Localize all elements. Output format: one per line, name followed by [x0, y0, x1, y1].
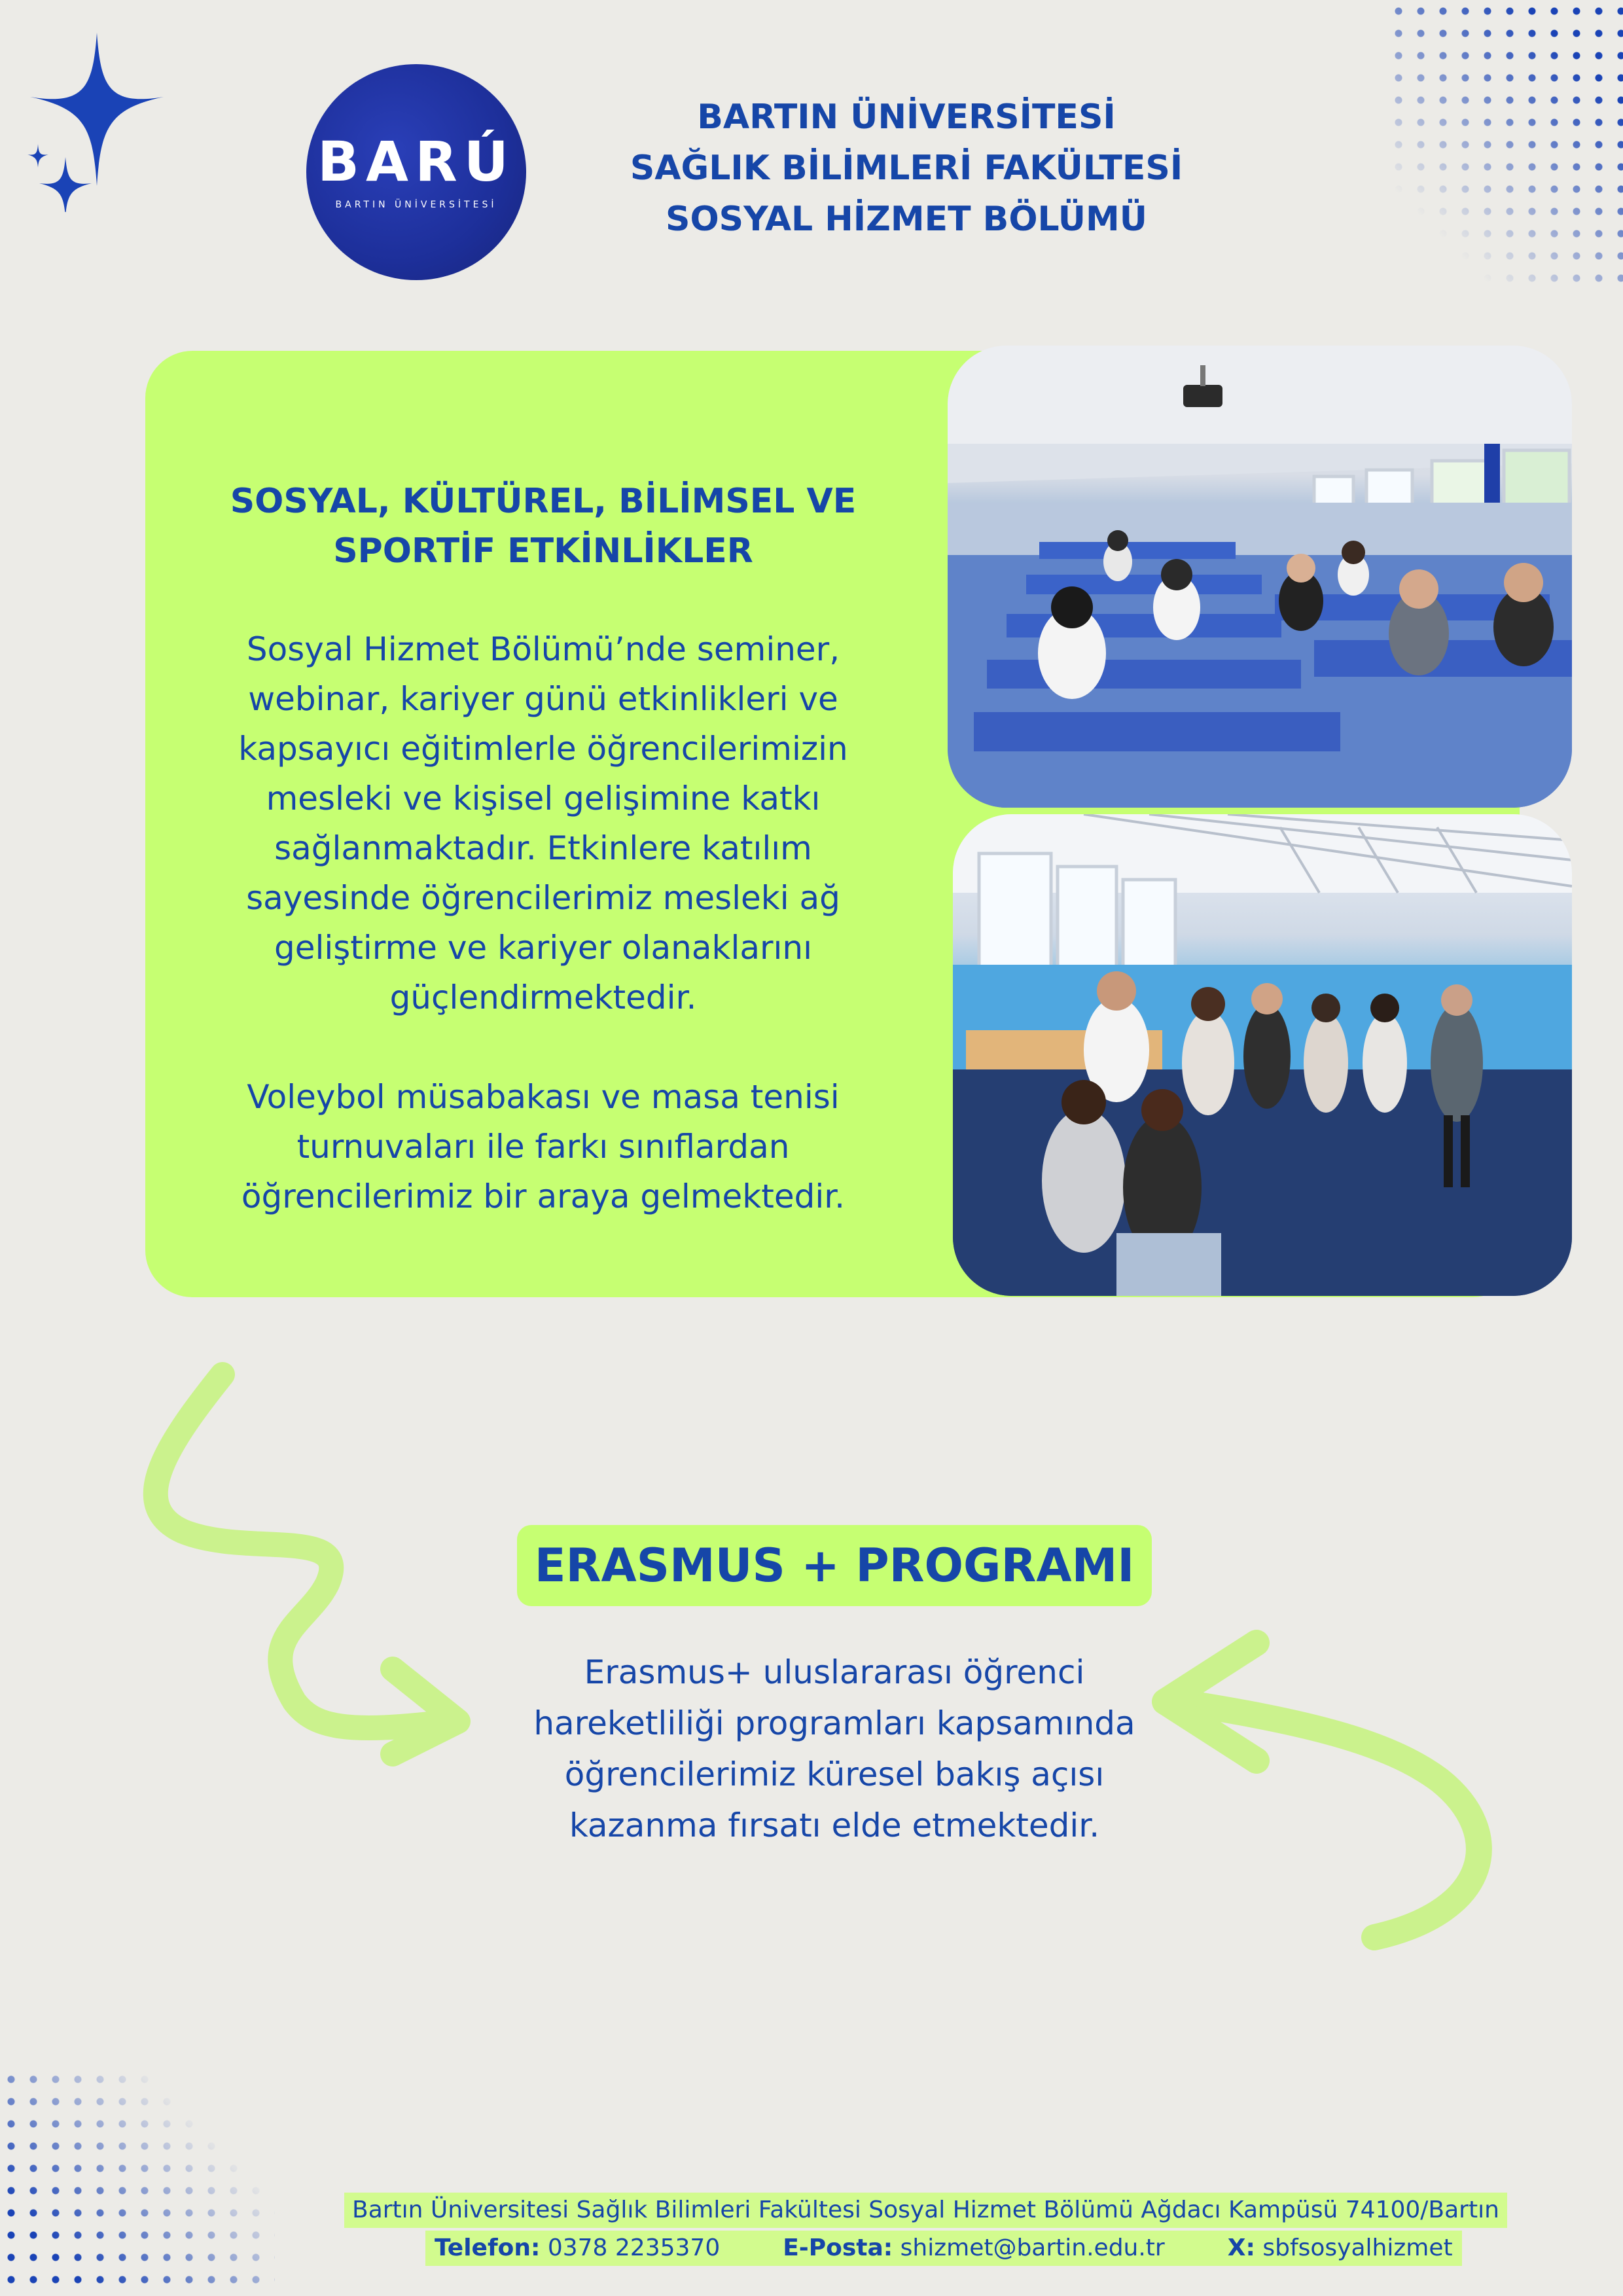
- activities-title-line2: SPORTİF ETKİNLİKLER: [333, 531, 753, 571]
- classroom-photo: [948, 346, 1572, 808]
- footer-contact: [425, 2231, 1462, 2266]
- activities-title-line1: SOSYAL, KÜLTÜREL, BİLİMSEL VE: [230, 482, 857, 521]
- erasmus-text: Erasmus+ uluslararası öğrenci hareketliliği programları kapsamında öğrencilerimiz küresel bakış açısı kazanma fırsatı elde etmektedir.: [533, 1653, 1135, 1844]
- activities-paragraph-1: Sosyal Hizmet Bölümü’nde seminer, webinar, kariyer günü etkinlikleri ve kapsayıcı eğitimlerle öğrencilerimizin mesleki ve kişisel gelişimine katkı sağlanmaktadır. Etkinlere katılım sayesinde öğrencilerimiz mesleki ağ geliştirme ve kariyer olanaklarını güçlendirmektedir.: [238, 630, 848, 1016]
- x-label: X:: [1227, 2234, 1255, 2261]
- email-address[interactable]: shizmet@bartin.edu.tr: [900, 2234, 1165, 2261]
- gym-photo-illustration: [953, 814, 1572, 1296]
- classroom-photo-illustration: [948, 346, 1572, 808]
- x-handle[interactable]: sbfsosyalhizmet: [1262, 2234, 1453, 2261]
- sparkle-icon: [24, 29, 168, 212]
- dot-pattern-bottom-left: [0, 2068, 275, 2296]
- header-university: BARTIN ÜNİVERSİTESİ: [697, 98, 1116, 137]
- university-logo: [306, 64, 526, 280]
- gym-photo: [953, 814, 1572, 1296]
- dot-pattern-top-right: [1387, 0, 1623, 288]
- header-faculty: SAĞLIK BİLİMLERİ FAKÜLTESİ: [630, 149, 1183, 188]
- squiggle-arrow-left: [131, 1361, 484, 1767]
- logo-mark: BARÚ: [317, 130, 515, 194]
- squiggle-arrow-right: [1139, 1623, 1505, 1950]
- footer-address: Bartın Üniversitesi Sağlık Bilimleri Fakültesi Sosyal Hizmet Bölümü Ağdacı Kampüsü 74100/Bartın: [344, 2193, 1507, 2228]
- activities-text: [196, 624, 890, 1221]
- logo-subtitle: BARTIN ÜNİVERSİTESİ: [335, 200, 497, 210]
- erasmus-title: ERASMUS + PROGRAMI: [517, 1525, 1152, 1606]
- page-header: [556, 92, 1257, 245]
- email-label: E-Posta:: [783, 2234, 893, 2261]
- phone-number[interactable]: 0378 2235370: [547, 2234, 721, 2261]
- phone-label: Telefon:: [435, 2234, 541, 2261]
- header-department: SOSYAL HİZMET BÖLÜMÜ: [666, 200, 1147, 239]
- activities-title: [196, 476, 890, 576]
- activities-paragraph-2: Voleybol müsabakası ve masa tenisi turnuvaları ile farkı sınıflardan öğrencilerimiz bir araya gelmektedir.: [241, 1078, 846, 1215]
